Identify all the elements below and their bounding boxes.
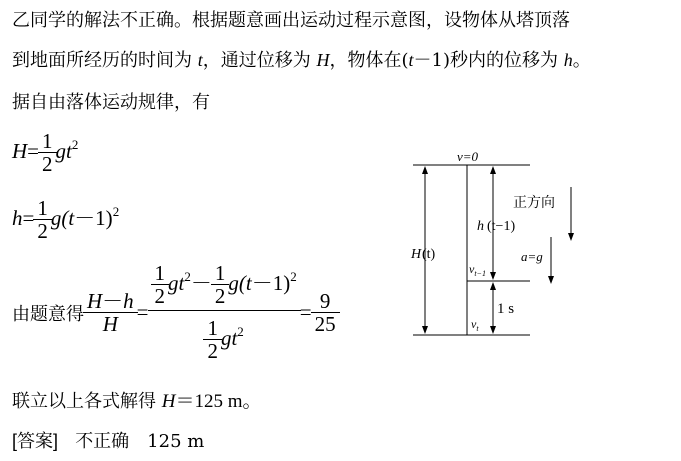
- H-label: H: [411, 247, 422, 262]
- fraction-H-minus-h-over-H: $\frac{H-h}{H}$: [85, 290, 136, 336]
- a-equals-g-label: a=g: [521, 249, 543, 264]
- arrow-head-icon: [490, 272, 496, 280]
- motion-diagram: [405, 145, 575, 345]
- fraction-half: $\frac{1}{2}$: [40, 130, 55, 176]
- arrow-head-icon: [548, 276, 554, 284]
- text-line-3: 据自由落体运动规律，有: [12, 92, 210, 113]
- fraction-result: $\frac{9}{25}$: [313, 290, 338, 336]
- text-line-1: 乙同学的解法不正确。根据题意画出运动过程示意图，设物体从塔顶落: [12, 10, 570, 31]
- H-t-label: (t): [422, 247, 436, 262]
- arrow-head-icon: [422, 326, 428, 334]
- equation-H: H= $\frac{1}{2}$ $gt^2$: [12, 129, 79, 177]
- h-t-label: (t−1): [487, 219, 516, 234]
- answer-line: [答案] 不正确 125 m: [12, 431, 205, 452]
- positive-direction-label: 正方向: [513, 196, 555, 211]
- fraction-half: $\frac{1}{2}$: [35, 197, 50, 243]
- equation-ratio: 由题意得 $\frac{H-h}{H}$ = $\frac{1}{2}$ $gt^2-$ $\frac{1}{2}$ $g(t-1)^2$ $\frac{1}{2}$ $gt^2$ = $\frac{9}{25}$: [12, 262, 339, 363]
- v-t-label: $v_t$: [471, 317, 479, 333]
- arrow-head-icon: [490, 326, 496, 334]
- conclusion-line: 联立以上各式解得 H＝125 m。: [12, 391, 262, 412]
- v0-label: v=0: [457, 149, 479, 164]
- v-t-minus-1-label: $v_{t-1}$: [469, 262, 486, 278]
- arrow-head-icon: [490, 282, 496, 290]
- equation-h: h= $\frac{1}{2}$ $g(t-1)^2$: [12, 196, 120, 244]
- h-label: h: [477, 219, 484, 234]
- text-line-2: 到地面所经历的时间为 t，通过位移为 H，物体在(t－1)秒内的位移为 h。: [12, 50, 591, 71]
- arrow-head-icon: [422, 166, 428, 174]
- arrow-head-icon: [568, 233, 574, 241]
- one-second-label: 1 s: [497, 301, 515, 317]
- arrow-head-icon: [490, 166, 496, 174]
- fraction-complex: $\frac{1}{2}$ $gt^2-$ $\frac{1}{2}$ $g(t-1)^2$ $\frac{1}{2}$ $gt^2$: [150, 262, 299, 363]
